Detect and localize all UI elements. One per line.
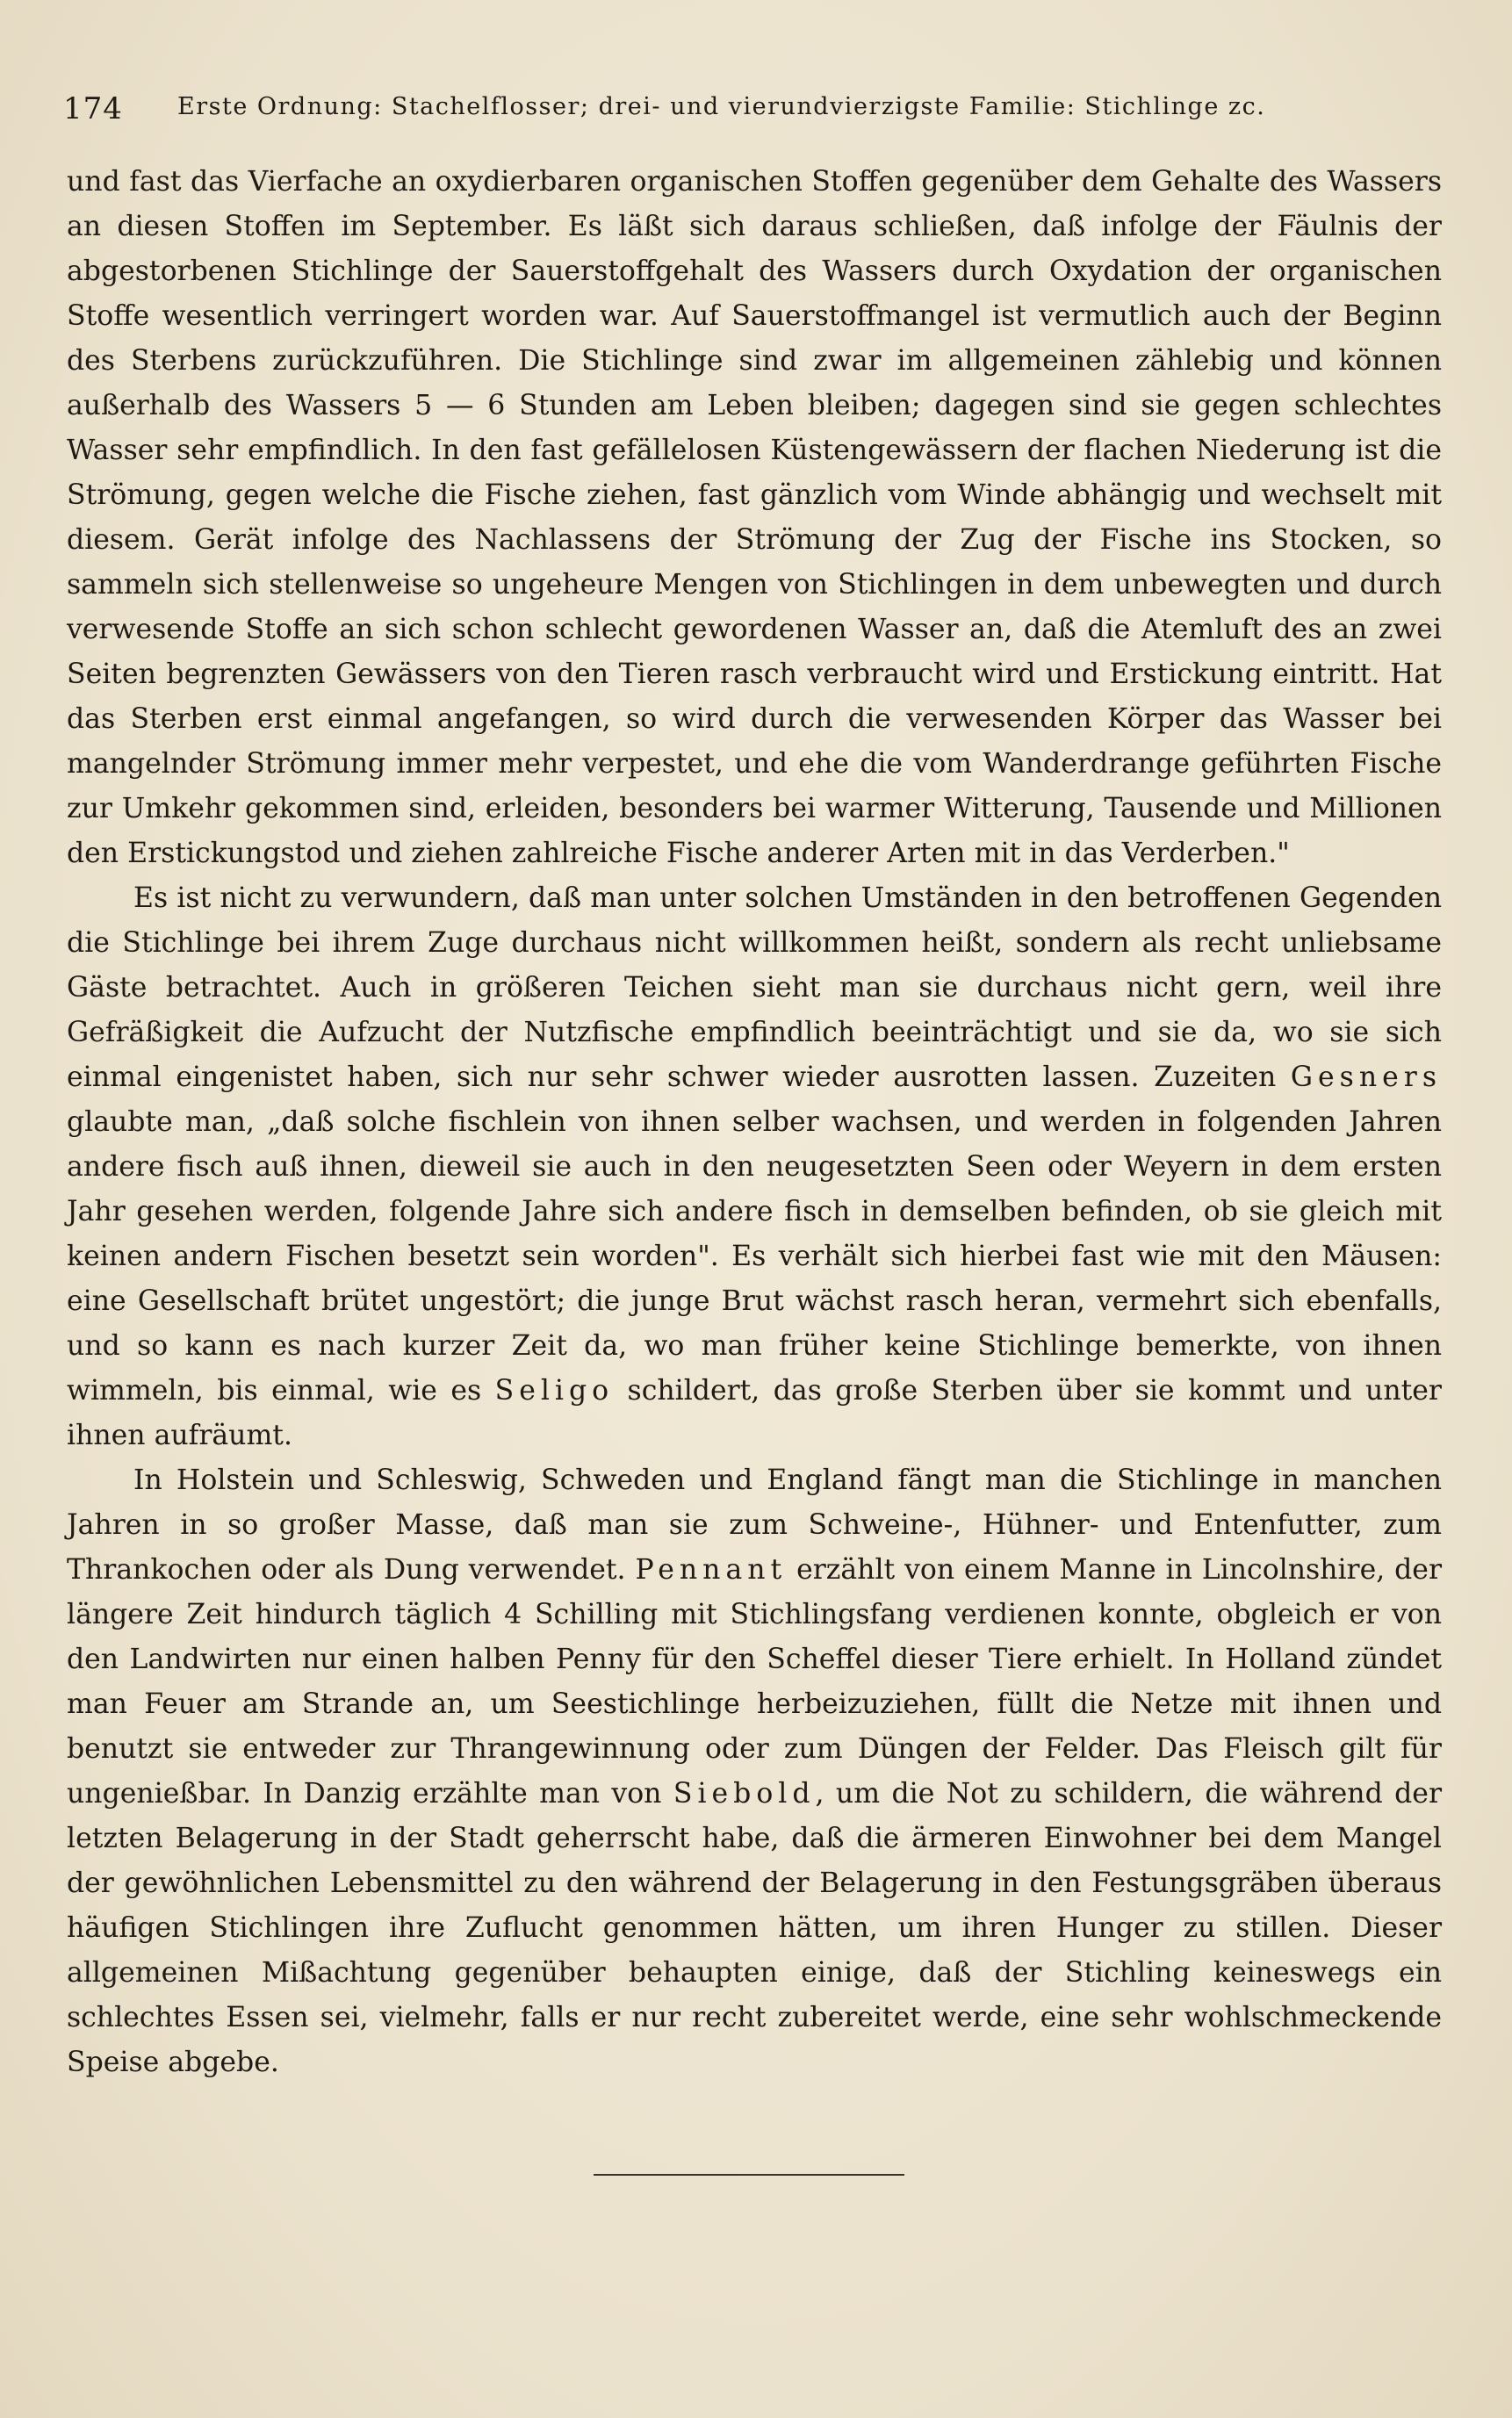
- paragraph-3-text: , um die Not zu schildern, die während der letzten Belagerung in der Stadt geherrscht habe, daß die ärmeren Einwohner bei dem Mangel der gewöhnlichen Lebensmittel zu den während der Belagerung in den Festungsgräben überaus häufigen Stichlingen ihre Zuflucht genommen hätten, um ihren Hunger zu stillen. Dieser allgemeinen Mißachtung gegenüber behaupten einige, daß der Stichling keineswegs ein schlechtes Essen sei, vielmehr, falls er nur recht zubereitet werde, eine sehr wohlschmeckende Speise abgebe.: [67, 1778, 1442, 2078]
- author-name-seligo: Seligo: [494, 1375, 615, 1407]
- running-head: Erste Ordnung: Stachelflosser; drei- und vierundvierzigste Familie: Stichlinge zc.: [177, 93, 1266, 120]
- section-end-rule: [594, 2174, 904, 2176]
- paragraph-2-text: glaubte man, „daß solche fischlein von ihnen selber wachsen, und werden in folgenden Jahren andere fisch auß ihnen, dieweil sie auch in den neugesetzten Seen oder Weyern in dem ersten Jahr gesehen werden, folgende Jahre sich andere fisch in demselben befinden, ob sie gleich mit keinen andern Fischen besetzt sein worden". Es verhält sich hierbei fast wie mit den Mäusen: eine Gesellschaft brütet ungestört; die junge Brut wächst rasch heran, vermehrt sich ebenfalls, und so kann es nach kurzer Zeit da, wo man früher keine Stichlinge bemerkte, von ihnen wimmeln, bis einmal, wie es: [67, 1106, 1442, 1407]
- page-header: [63, 81, 1451, 133]
- paragraph-2-text: Es ist nicht zu verwundern, daß man unter solchen Umständen in den betroffenen Gegenden die Stichlinge bei ihrem Zuge durchaus nicht willkommen heißt, sondern als recht unliebsame Gäste betrachtet. Auch in größeren Teichen sieht man sie durchaus nicht gern, weil ihre Gefräßigkeit die Aufzucht der Nutzfische empfindlich beeinträchtigt und sie da, wo sie sich einmal eingenistet haben, sich nur sehr schwer wieder ausrotten lassen. Zuzeiten: [67, 882, 1442, 1093]
- author-name-siebold: Siebold: [673, 1778, 816, 1810]
- paragraph-1: [67, 160, 1442, 876]
- paragraph-2-text: schildert, das große Sterben über sie kommt und unter ihnen aufräumt.: [67, 1375, 1442, 1451]
- paragraph-2: [67, 876, 1442, 1458]
- paragraph-1-text: und fast das Vierfache an oxydierbaren organischen Stoffen gegenüber dem Gehalte des Wassers an diesen Stoffen im September. Es läßt sich daraus schließen, daß infolge der Fäulnis der abgestorbenen Stichlinge der Sauerstoffgehalt des Wassers durch Oxydation der organischen Stoffe wesentlich verringert worden war. Auf Sauerstoffmangel ist vermutlich auch der Beginn des Sterbens zurückzuführen. Die Stichlinge sind zwar im allgemeinen zählebig und können außerhalb des Wassers 5 — 6 Stunden am Leben bleiben; dagegen sind sie gegen schlechtes Wasser sehr empfindlich. In den fast gefällelosen Küstengewässern der flachen Niederung ist die Strömung, gegen welche die Fische ziehen, fast gänzlich vom Winde abhängig und wechselt mit diesem. Gerät infolge des Nachlassens der Strömung der Zug der Fische ins Stocken, so sammeln sich stellenweise so ungeheure Mengen von Stichlingen in dem unbewegten und durch verwesende Stoffe an sich schon schlecht gewordenen Wasser an, daß die Atemluft des an zwei Seiten begrenzten Gewässers von den Tieren rasch verbraucht wird und Erstickung eintritt. Hat das Sterben erst einmal angefangen, so wird durch die verwesenden Körper das Wasser bei mangelnder Strömung immer mehr verpestet, und ehe die vom Wanderdrange geführten Fische zur Umkehr gekommen sind, erleiden, besonders bei warmer Witterung, Tausende und Millionen den Erstickungstod und ziehen zahlreiche Fische anderer Arten mit in das Verderben.": [67, 166, 1442, 869]
- page-number: 174: [63, 91, 123, 126]
- body-text: [67, 160, 1442, 2085]
- paragraph-3-text: erzählt von einem Manne in Lincolnshire, der längere Zeit hindurch täglich 4 Schilling mit Stichlingsfang verdienen konnte, obgleich er von den Landwirten nur einen halben Penny für den Scheffel dieser Tiere erhielt. In Holland zündet man Feuer am Strande an, um Seestichlinge herbeizuziehen, füllt die Netze mit ihnen und benutzt sie entweder zur Thrangewinnung oder zum Düngen der Felder. Das Fleisch gilt für ungenießbar. In Danzig erzählte man von: [67, 1554, 1443, 1810]
- paragraph-3-text: In Holstein und Schleswig, Schweden und England fängt man die Stichlinge in manchen Jahren in so großer Masse, daß man sie zum Schweine-, Hühner- und Entenfutter, zum Thrankochen oder als Dung verwendet.: [67, 1464, 1442, 1586]
- paragraph-3: [67, 1458, 1442, 2085]
- author-name-gesner: Gesners: [1290, 1061, 1442, 1093]
- author-name-pennant: Pennant: [635, 1554, 788, 1586]
